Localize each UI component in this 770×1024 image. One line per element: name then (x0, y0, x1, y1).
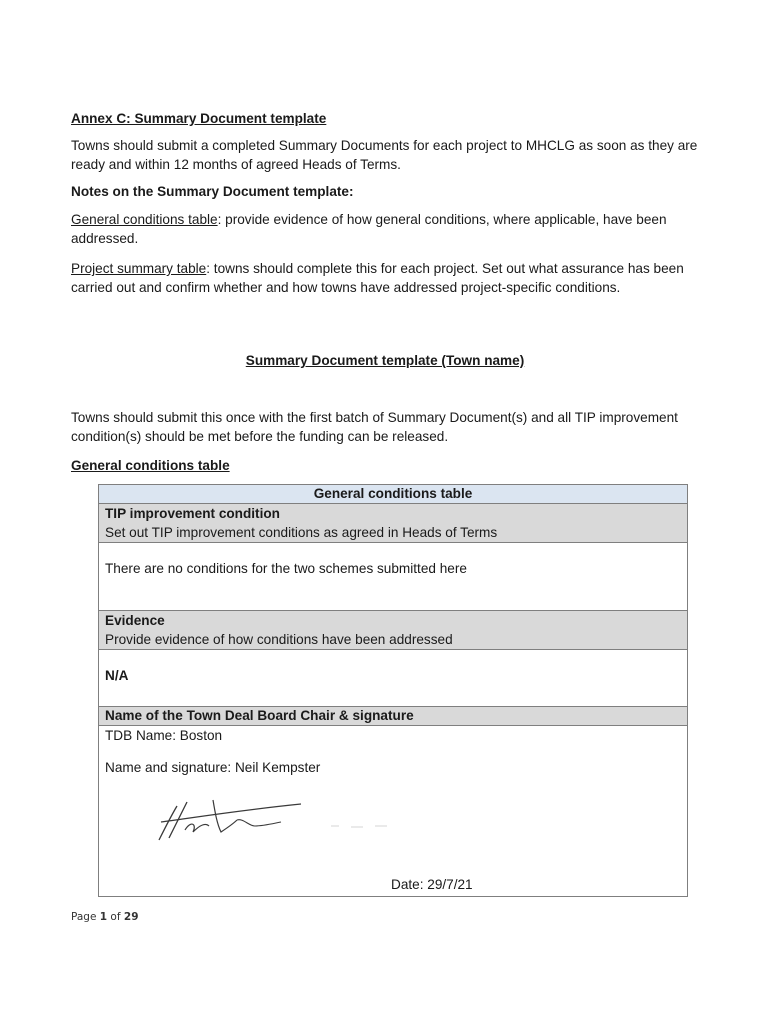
evidence-value-cell (99, 650, 688, 707)
template-title: Summary Document template (Town name) (245, 353, 525, 368)
template-intro: Towns should submit this once with the first batch of Summary Document(s) and all TIP improvement condition(s) should be met before the funding can be released. (71, 410, 678, 444)
note-general-conditions-label: General conditions table (71, 212, 218, 227)
general-conditions-heading: General conditions table (71, 458, 230, 473)
note-general-conditions-text: : provide evidence of how general conditions, where applicable, have been addressed. (71, 212, 667, 246)
general-conditions-table (98, 484, 688, 897)
page-footer (71, 911, 139, 923)
tip-value: There are no conditions for the two schemes submitted here (105, 561, 467, 576)
note-general-conditions (71, 210, 710, 248)
evidence-subheading: Provide evidence of how conditions have been addressed (105, 632, 453, 647)
evidence-value: N/A (105, 668, 129, 683)
page-label: Page (71, 911, 97, 923)
note-project-summary-label: Project summary table (71, 261, 207, 276)
page-total: 29 (123, 911, 139, 923)
notes-heading: Notes on the Summary Document template: (71, 184, 354, 199)
annex-intro: Towns should submit a completed Summary Documents for each project to MHCLG as soon as they are ready and within 12 months of agreed Heads of Terms. (71, 138, 698, 172)
page-of-label: of (110, 911, 121, 923)
tip-value-cell (99, 543, 688, 611)
tip-heading: TIP improvement condition (105, 506, 280, 521)
tdb-name: TDB Name: Boston (105, 728, 223, 743)
signature-date: Date: 29/7/21 (391, 877, 473, 892)
evidence-heading: Evidence (105, 613, 165, 628)
tip-subheading: Set out TIP improvement conditions as agreed in Heads of Terms (105, 525, 498, 540)
page-number: 1 (99, 911, 108, 923)
chair-header-cell (99, 707, 688, 726)
chair-value-cell (99, 726, 688, 897)
name-signature: Name and signature: Neil Kempster (105, 760, 321, 775)
signature-image (151, 796, 411, 846)
tip-header-cell (99, 504, 688, 543)
evidence-header-cell (99, 611, 688, 650)
table-title: General conditions table (99, 485, 688, 504)
chair-heading: Name of the Town Deal Board Chair & signature (105, 708, 414, 723)
note-project-summary (71, 259, 710, 297)
note-project-summary-text: : towns should complete this for each project. Set out what assurance has been carried out and confirm whether and how towns have addressed project-specific conditions. (71, 261, 684, 295)
annex-title: Annex C: Summary Document template (71, 111, 327, 126)
